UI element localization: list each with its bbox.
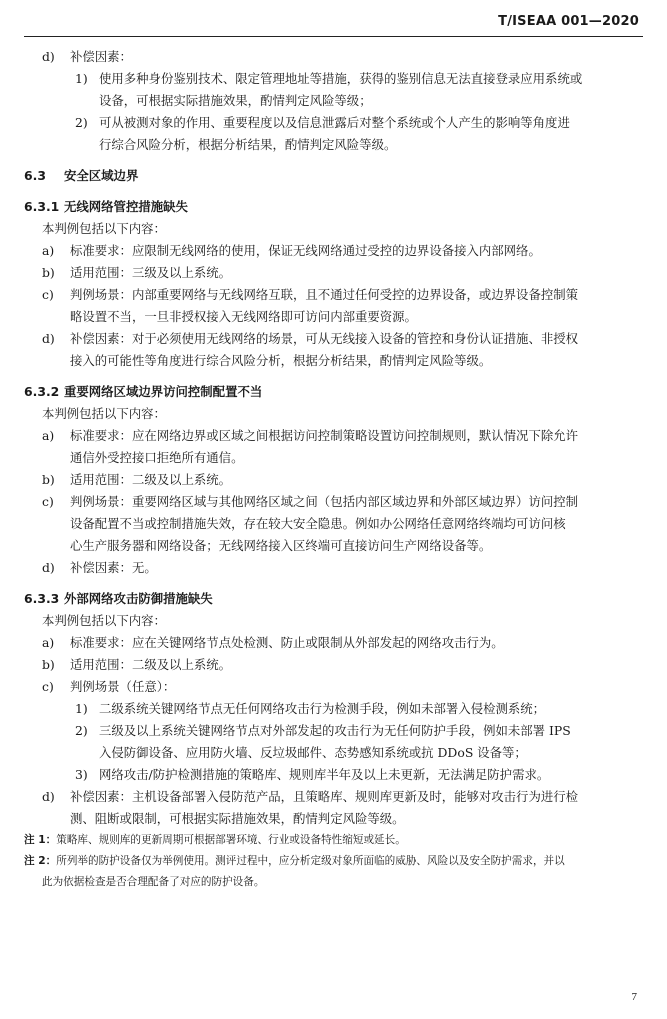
section-number: 6.3.2	[24, 384, 60, 399]
document-id: T/ISEAA 001—2020	[498, 14, 639, 29]
sub-marker: 2)	[75, 723, 88, 738]
note-1	[24, 830, 643, 851]
list-marker: b)	[42, 472, 55, 487]
sub-item-1	[24, 698, 643, 720]
list-marker: a)	[42, 428, 55, 443]
list-item-d-cont: 测、阻断或限制，可根据实际措施效果，酌情判定风险等级。	[70, 811, 405, 826]
list-marker: a)	[42, 635, 55, 650]
list-item-d-cont: 接入的可能性等角度进行综合风险分析，根据分析结果，酌情判定风险等级。	[70, 353, 492, 368]
list-text: 适用范围：二级及以上系统。	[70, 657, 232, 672]
list-item-b	[24, 654, 643, 676]
sub-text: 三级及以上系统关键网络节点对外部发起的攻击行为无任何防护手段，例如未部署 IPS	[99, 723, 571, 738]
note-label: 注 2：	[24, 855, 57, 867]
list-item-c-cont: 略设置不当，一旦非授权接入无线网络即可访问内部重要资源。	[70, 309, 417, 324]
list-marker: b)	[42, 657, 55, 672]
list-item-d	[24, 328, 643, 350]
list-text: 判例场景（任意）：	[70, 679, 176, 694]
section-heading-6-3-1	[24, 196, 643, 218]
list-marker: b)	[42, 265, 55, 280]
list-text: 补偿因素：对于必须使用无线网络的场景，可从无线接入设备的管控和身份认证措施、非授权	[70, 331, 579, 346]
sub-marker: 3)	[75, 767, 88, 782]
sub-item-2-cont: 行综合风险分析，根据分析结果，酌情判定风险等级。	[99, 137, 397, 152]
list-marker: c)	[42, 287, 54, 302]
note-2	[24, 851, 643, 872]
sub-text: 网络攻击/防护检测措施的策略库、规则库半年及以上未更新，无法满足防护需求。	[99, 767, 550, 782]
section-heading-6-3-2	[24, 381, 643, 403]
sub-item-2	[24, 112, 643, 134]
list-text: 补偿因素：主机设备部署入侵防范产品，且策略库、规则库更新及时，能够对攻击行为进行检	[70, 789, 579, 804]
page-number: 7	[631, 991, 637, 1003]
sub-text: 使用多种身份鉴别技术、限定管理地址等措施，获得的鉴别信息无法直接登录应用系统或	[99, 71, 583, 86]
list-text: 补偿因素：	[70, 49, 132, 64]
page-body	[24, 46, 643, 893]
list-item-b	[24, 262, 643, 284]
list-text: 补偿因素：无。	[70, 560, 157, 575]
sub-text: 可从被测对象的作用、重要程度以及信息泄露后对整个系统或个人产生的影响等角度进	[99, 115, 570, 130]
section-title: 重要网络区域边界访问控制配置不当	[64, 384, 263, 399]
list-text: 适用范围：二级及以上系统。	[70, 472, 232, 487]
list-item-c	[24, 284, 643, 306]
list-item-a	[24, 425, 643, 447]
list-marker: d)	[42, 789, 55, 804]
list-marker: d)	[42, 49, 55, 64]
sub-item-2	[24, 720, 643, 742]
sub-text: 二级系统关键网络节点无任何网络攻击行为检测手段，例如未部署入侵检测系统；	[99, 701, 546, 716]
list-item-a	[24, 240, 643, 262]
sub-marker: 2)	[75, 115, 88, 130]
list-marker: a)	[42, 243, 55, 258]
sub-marker: 1)	[75, 701, 88, 716]
list-item-c	[24, 676, 643, 698]
list-marker: c)	[42, 679, 54, 694]
list-item-b	[24, 469, 643, 491]
list-text: 标准要求：应在关键网络节点处检测、防止或限制从外部发起的网络攻击行为。	[70, 635, 504, 650]
sub-item-1-cont: 设备，可根据实际措施效果，酌情判定风险等级；	[99, 93, 372, 108]
intro-text: 本判例包括以下内容：	[42, 221, 166, 236]
sub-marker: 1)	[75, 71, 88, 86]
sub-item-3	[24, 764, 643, 786]
list-item-d	[24, 786, 643, 808]
note-label: 注 1：	[24, 834, 57, 846]
list-item-d	[24, 557, 643, 579]
list-item-c-cont: 设备配置不当或控制措施失效，存在较大安全隐患。例如办公网络任意网络终端均可访问核	[70, 516, 566, 531]
header-divider	[24, 36, 643, 37]
sub-item-1	[24, 68, 643, 90]
section-title: 无线网络管控措施缺失	[64, 199, 188, 214]
list-item-c-cont: 心生产服务器和网络设备；无线网络接入区终端可直接访问生产网络设备等。	[70, 538, 492, 553]
list-item-a	[24, 632, 643, 654]
list-marker: d)	[42, 560, 55, 575]
list-marker: d)	[42, 331, 55, 346]
note-text: 所列举的防护设备仅为举例使用。测评过程中，应分析定级对象所面临的威胁、风险以及安全防护需求，并以	[56, 855, 565, 867]
note-text: 策略库、规则库的更新周期可根据部署环境、行业或设备特性缩短或延长。	[56, 834, 406, 846]
list-item-d	[24, 46, 643, 68]
section-heading-6-3	[24, 165, 643, 187]
list-text: 标准要求：应限制无线网络的使用，保证无线网络通过受控的边界设备接入内部网络。	[70, 243, 541, 258]
note-2-cont: 此为依据检查是否合理配备了对应的防护设备。	[42, 876, 265, 888]
list-text: 判例场景：重要网络区域与其他网络区域之间（包括内部区域边界和外部区域边界）访问控制	[70, 494, 579, 509]
intro-text: 本判例包括以下内容：	[42, 613, 166, 628]
list-text: 判例场景：内部重要网络与无线网络互联，且不通过任何受控的边界设备，或边界设备控制策	[70, 287, 579, 302]
section-title: 外部网络攻击防御措施缺失	[64, 591, 213, 606]
list-item-a-cont: 通信外受控接口拒绝所有通信。	[70, 450, 244, 465]
section-number: 6.3	[24, 168, 46, 183]
section-title: 安全区域边界	[64, 168, 139, 183]
list-text: 适用范围：三级及以上系统。	[70, 265, 232, 280]
list-item-c	[24, 491, 643, 513]
section-heading-6-3-3	[24, 588, 643, 610]
intro-text: 本判例包括以下内容：	[42, 406, 166, 421]
list-text: 标准要求：应在网络边界或区域之间根据访问控制策略设置访问控制规则，默认情况下除允许	[70, 428, 579, 443]
section-number: 6.3.1	[24, 199, 60, 214]
list-marker: c)	[42, 494, 54, 509]
sub-item-2-cont: 入侵防御设备、应用防火墙、反垃圾邮件、态势感知系统或抗 DDoS 设备等；	[99, 745, 527, 760]
section-number: 6.3.3	[24, 591, 60, 606]
